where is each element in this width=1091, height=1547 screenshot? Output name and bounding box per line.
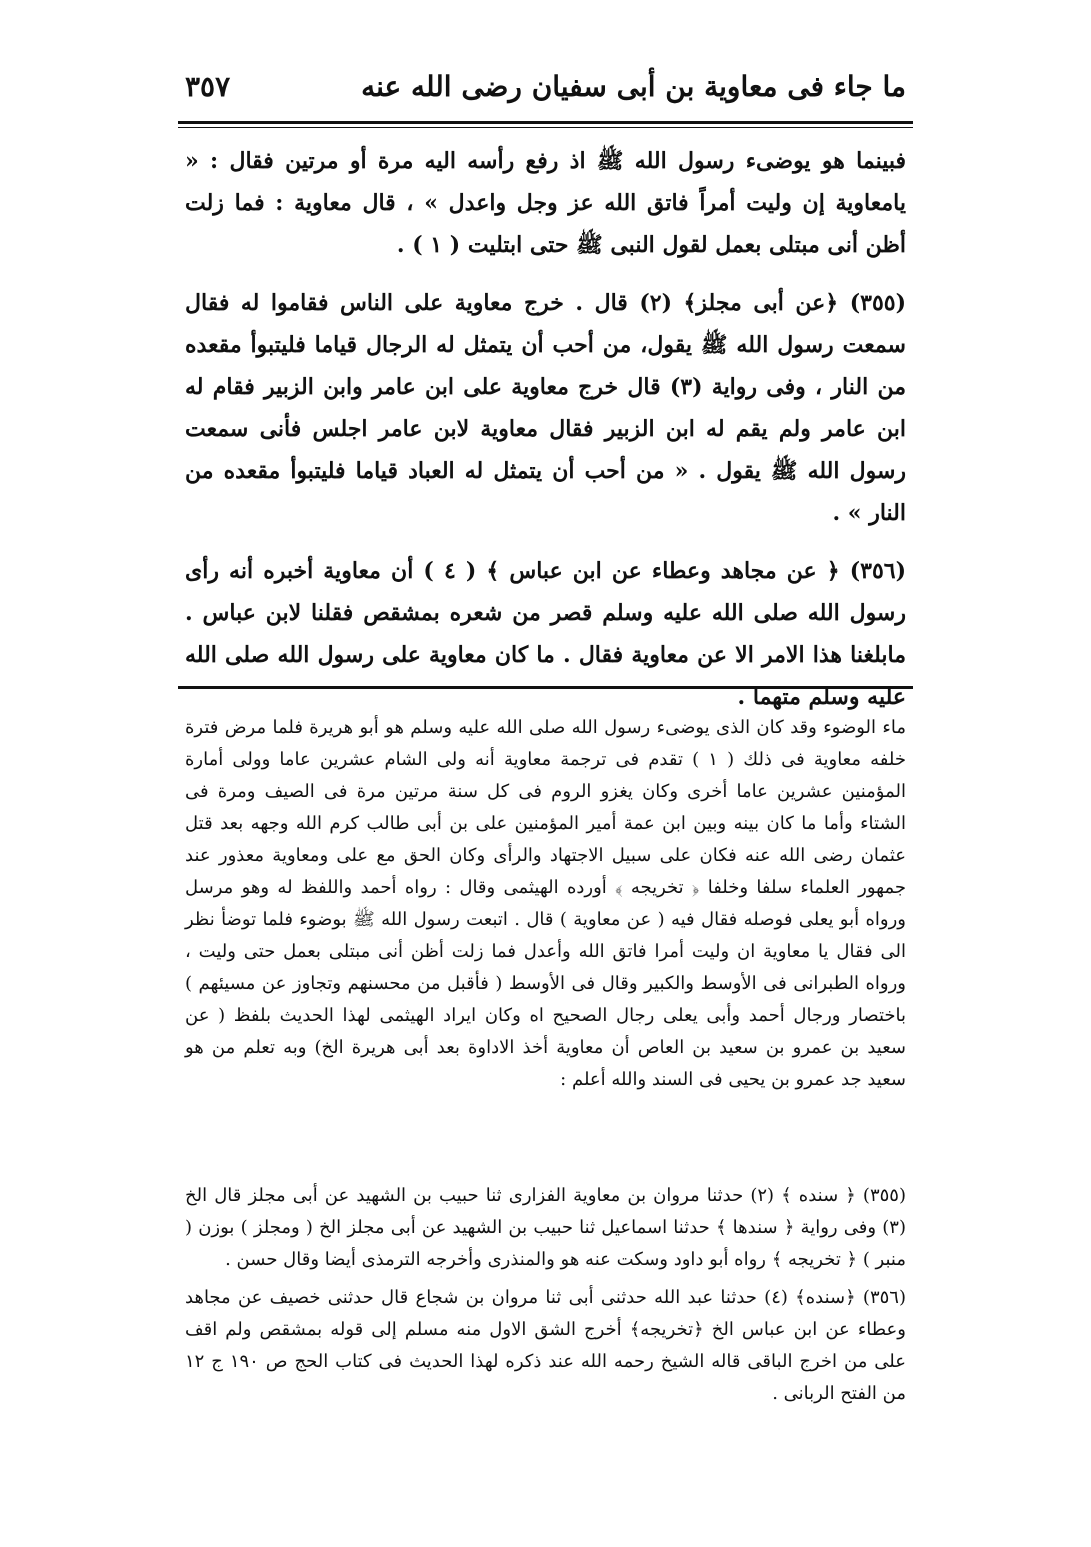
isnad-355: (٣٥٥) ﴿ سنده ﴾ (٢) حدثنا مروان بن معاوية الفزارى ثنا حبيب بن الشهيد عن أبى مجلز قال الخ (٣) وفى رواية ﴿ سندها ﴾ حدثنا اسماعيل ثنا حبيب بن الشهيد عن أبى مجلز الخ ( ومجلز ) بوزن ( منبر ) ﴿ تخريجه ﴾ رواه أبو داود وسكت عنه هو والمنذرى وأخرجه الترمذى أيضا وقال حسن . [185, 1185, 906, 1270]
main-text [185, 140, 906, 734]
main-paragraph: فبينما هو يوضىء رسول الله ﷺ اذ رفع رأسه اليه مرة أو مرتين فقال : « يامعاوية إن وليت أمراً فاتق الله عز وجل واعدل » ، قال معاوية : فما زلت أظن أنى مبتلى بعمل لقول النبى ﷺ حتى ابتليت ( ١ ) . [185, 148, 906, 258]
hadith-356: (٣٥٦) ﴿ عن مجاهد وعطاء عن ابن عباس ﴾ ( ٤ ) أن معاوية أخبره أنه رأى رسول الله صلى الله عليه وسلم قصر من شعره بمشقص فقلنا لابن عباس . مابلغنا هذا الامر الا عن معاوية فقال . ما كان معاوية على رسول الله صلى الله عليه وسلم متهما . [185, 558, 906, 710]
footnote-rule [178, 686, 913, 689]
isnad-notes [185, 1180, 906, 1416]
page-number: ٣٥٧ [185, 70, 231, 103]
running-title: ما جاء فى معاوية بن أبى سفيان رضى الله عنه [361, 70, 906, 103]
footnotes [185, 712, 906, 1106]
hadith-355: (٣٥٥) ﴿عن أبى مجلز﴾ (٢) قال . خرج معاوية على الناس فقاموا له فقال سمعت رسول الله ﷺ يقول، من أحب أن يتمثل له الرجال قياما فليتبوأ مقعده من النار ، وفى رواية (٣) قال خرج معاوية على ابن عامر وابن الزبير فقام له ابن عامر ولم يقم له ابن الزبير فقال معاوية لابن عامر اجلس فأنى سمعت رسول الله ﷺ يقول . « من أحب أن يتمثل له العباد قياما فليتبوأ مقعده من النار » . [185, 290, 906, 526]
page-header [185, 66, 906, 114]
isnad-356: (٣٥٦) ﴿سنده﴾ (٤) حدثنا عبد الله حدثنى أبى ثنا مروان بن شجاع قال حدثنى خصيف عن مجاهد وعطاء عن ابن عباس الخ ﴿تخريجه﴾ أخرج الشق الاول منه مسلم إلى قوله بمشقص ولم اقف على من اخرج الباقى قاله الشيخ رحمه الله عند ذكره لهذا الحديث فى كتاب الحج ص ١٩٠ ج ١٢ من الفتح الربانى . [185, 1287, 906, 1404]
header-rule [178, 121, 913, 128]
footnote-paragraph: ماء الوضوء وقد كان الذى يوضىء رسول الله صلى الله عليه وسلم هو أبو هريرة فلما مرض فترة خلفه معاوية فى ذلك ( ١ ) تقدم فى ترجمة معاوية أنه ولى الشام عشرين عاما وولى أمارة المؤمنين عشرين عاما أخرى وكان يغزو الروم فى كل سنة مرتين مرة فى الصيف ومرة فى الشتاء وأما ما كان بينه وبين ابن عمة أمير المؤمنين على بن أبى طالب كرم الله وجهه بعد قتل عثمان رضى الله عنه فكان على سبيل الاجتهاد والرأى وكان الحق مع على ومعاوية معذور عند جمهور العلماء سلفا وخلفا ﴿ تخريجه ﴾ أورده الهيثمى وقال : رواه أحمد واللفظ له وهو مرسل ورواه أبو يعلى فوصله فقال فيه ( عن معاوية ) قال . اتبعت رسول الله ﷺ بوضوء فلما توضأ نظر الى فقال يا معاوية ان وليت أمرا فاتق الله وأعدل فما زلت أظن أنى مبتلى بعمل حتى وليت ، ورواه الطبرانى فى الأوسط والكبير وقال فى الأوسط ( فأقبل من محسنهم وتجاوز عن مسيئهم ) باختصار ورجال أحمد وأبى يعلى رجال الصحيح اه وكان ايراد الهيثمى لهذا الحديث بلفظ ( عن سعيد بن عمرو بن سعيد بن العاص أن معاوية أخذ الاداوة بعد أبى هريرة الخ) وبه تعلم من هو سعيد جد عمرو بن يحيى فى السند والله أعلم : [185, 717, 906, 1090]
